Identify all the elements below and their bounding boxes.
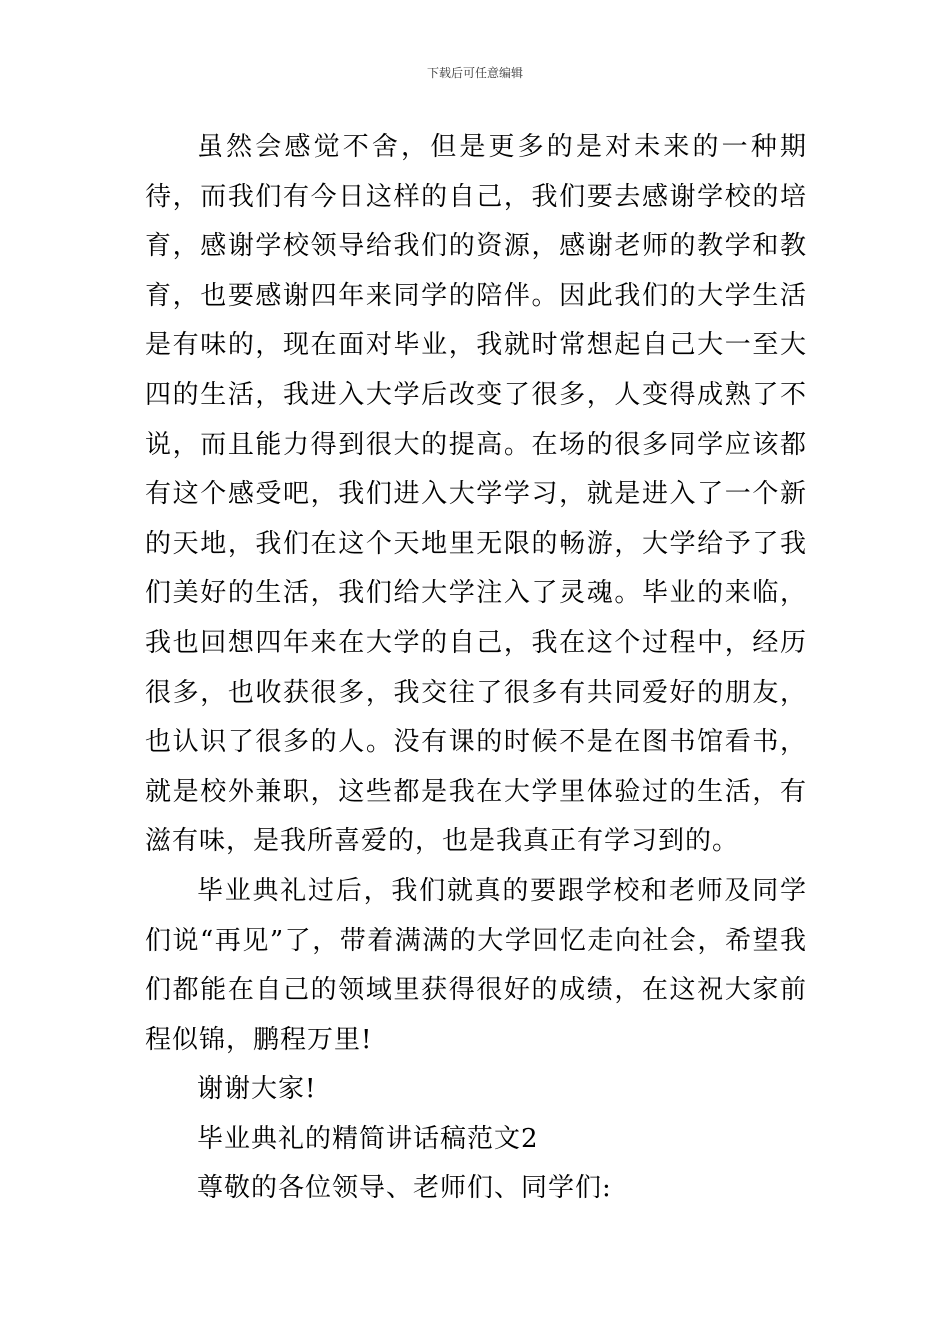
paragraph-closing-wishes: 毕业典礼过后，我们就真的要跟学校和老师及同学们说“再见”了，带着满满的大学回忆走向社会，希望我们都能在自己的领域里获得很好的成绩，在这祝大家前程似锦，鹏程万里! [145,875,807,1055]
section-title: 毕业典礼的精简讲话稿范文2 [197,1123,539,1154]
page-header: 下载后可任意编辑 [426,66,523,80]
paragraph-thanks: 谢谢大家! [197,1074,317,1105]
salutation: 尊敬的各位领导、老师们、同学们: [197,1173,612,1204]
paragraph-farewell-reflection: 虽然会感觉不舍，但是更多的是对未来的一种期待，而我们有今日这样的自己，我们要去感谢学校的培育，感谢学校领导给我们的资源，感谢老师的教学和教育，也要感谢四年来同学的陪伴。因此我们的大学生活是有味的，现在面对毕业，我就时常想起自己大一至大四的生活，我进入大学后改变了很多，人变得成熟了不说，而且能力得到很大的提高。在场的很多同学应该都有这个感受吧，我们进入大学学习，就是进入了一个新的天地，我们在这个天地里无限的畅游，大学给予了我们美好的生活，我们给大学注入了灵魂。毕业的来临，我也回想四年来在大学的自己，我在这个过程中，经历很多，也收获很多，我交往了很多有共同爱好的朋友，也认识了很多的人。没有课的时候不是在图书馆看书，就是校外兼职，这些都是我在大学里体验过的生活，有滋有味，是我所喜爱的，也是我真正有学习到的。 [145,132,807,857]
document-body [145,123,807,1214]
